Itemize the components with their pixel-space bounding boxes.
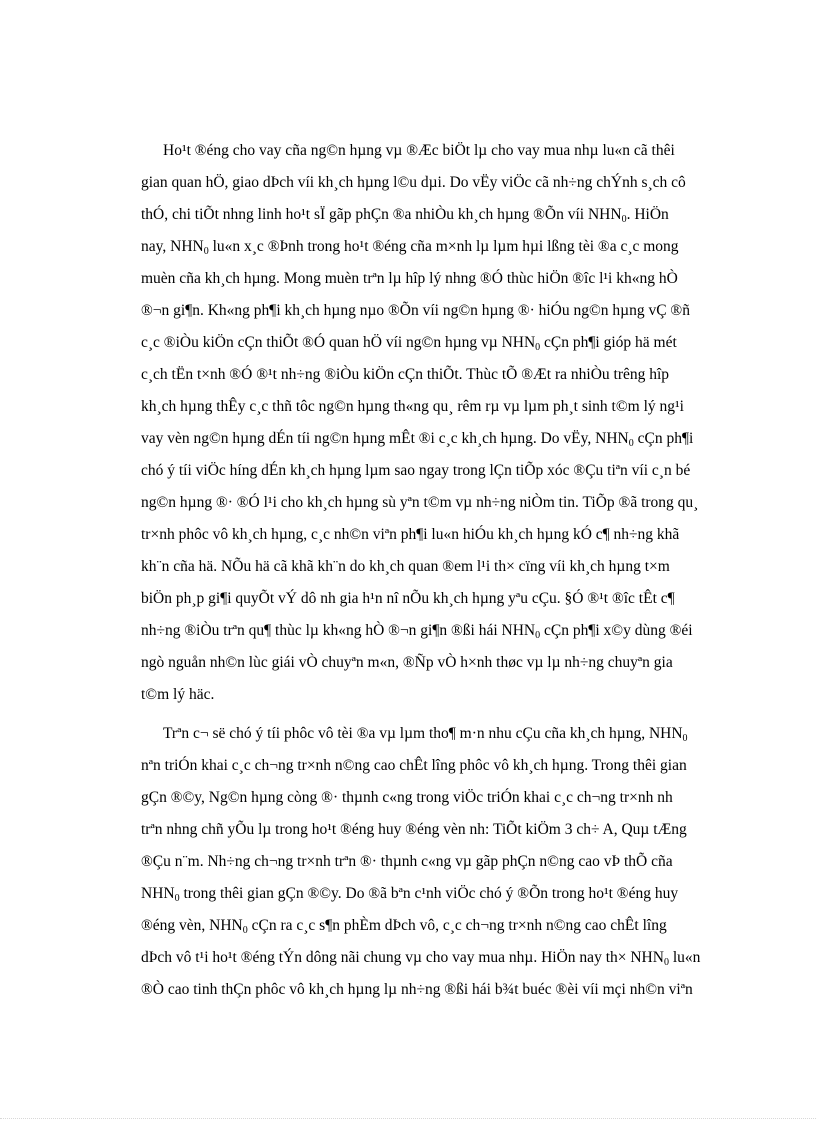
paragraph-1-line-15: biÖn ph¸p gi¶i quyÕt vÝ dô nh gia h¹n nî nÕu kh¸ch hµng yªu cÇu. §Ó ®¹t ®îc tÊt c¶ (141, 590, 675, 607)
page-bottom-border (0, 1118, 816, 1119)
text-segment: lu«n x¸c ®Þnh trong ho¹t ®éng cña m×nh lµ lµm hµi lßng tèi ®a c¸c mong (208, 238, 679, 255)
paragraph-1-line-17: ngò nguån nh©n lùc giái vÒ chuyªn m«n, ®Ñp vÒ h×nh thøc vµ lµ nh÷ng chuyªn gia (141, 654, 673, 671)
text-segment: cÇn ra c¸c s¶n phÈm dÞch vô, c¸c ch¬ng tr×nh n©ng cao chÊt lîng (247, 917, 667, 934)
text-segment: cÇn ph¶i (633, 430, 694, 447)
paragraph-1-line-9: kh¸ch hµng thÊy c¸c thñ tôc ng©n hµng th«ng qu¸ rêm rµ vµ lµm ph¸t sinh t©m lý ng¹i (141, 398, 684, 415)
subscript: 0 (682, 733, 688, 744)
subscript: 0 (174, 893, 180, 904)
subscript: 0 (242, 925, 248, 936)
paragraph-2-line-8 (141, 948, 741, 968)
subscript: 0 (203, 246, 209, 257)
paragraph-1-line-1: Ho¹t ®éng cho vay cña ng©n hµng vµ ®Æc biÖt lµ cho vay mua nhµ lu«n cã thêi (163, 142, 675, 159)
text-segment: lu«n (668, 949, 701, 966)
paragraph-2-line-1 (163, 724, 743, 744)
paragraph-1-line-7 (141, 333, 741, 353)
paragraph-2-line-9: ®Ò cao tinh thÇn phôc vô kh¸ch hµng lµ nh÷ng ®ßi hái b¾t buéc ®èi víi mçi nh©n viªn (141, 981, 693, 998)
paragraph-2-line-5: ®Çu n¨m. Nh÷ng ch¬ng tr×nh trªn ®· thµnh c«ng vµ gãp phÇn n©ng cao vÞ thÕ cña (141, 853, 673, 870)
text-segment: vay vèn ng©n hµng dÉn tíi ng©n hµng mÊt ®i c¸c kh¸ch hµng. Do vËy, NHN (141, 430, 629, 447)
paragraph-1-line-2: gian quan hÖ, giao dÞch víi kh¸ch hµng l©u dµi. Do vËy viÖc cã nh÷ng chÝnh s¸ch cô (141, 174, 686, 191)
paragraph-2-line-6 (141, 884, 741, 904)
subscript: 0 (621, 214, 627, 225)
paragraph-2-line-7 (141, 916, 741, 936)
paragraph-1-line-13: tr×nh phôc vô kh¸ch hµng, c¸c nh©n viªn ph¶i lu«n hiÓu kh¸ch hµng kÓ c¶ nh÷ng khã (141, 526, 680, 543)
paragraph-1-line-5: muèn cña kh¸ch hµng. Mong muèn trªn lµ hîp lý nhng ®Ó thùc hiÖn ®îc l¹i kh«ng hÒ (141, 270, 678, 287)
paragraph-1-line-10 (141, 429, 741, 449)
text-segment: thÓ, chi tiÕt nhng linh ho¹t sÏ gãp phÇn ®a nhiÒu kh¸ch hµng ®Õn víi NHN (141, 206, 622, 223)
text-segment: ®éng vèn, NHN (141, 917, 243, 934)
text-segment: trong thêi gian gÇn ®©y. Do ®ã bªn c¹nh viÖc chó ý ®Õn trong ho¹t ®éng huy (179, 885, 679, 902)
paragraph-1-line-18: t©m lý häc. (141, 686, 215, 703)
text-segment: cÇn ph¶i gióp hä mét (540, 334, 677, 351)
paragraph-1-line-6: ®¬n gi¶n. Kh«ng ph¶i kh¸ch hµng nµo ®Õn víi ng©n hµng ®· hiÓu ng©n hµng vÇ ®ñ (141, 302, 690, 319)
paragraph-1-line-11: chó ý tíi viÖc híng dÉn kh¸ch hµng lµm sao ngay trong lÇn tiÕp xóc ®Çu tiªn víi c¸n bé (141, 462, 691, 479)
text-segment: nh÷ng ®iÒu trªn qu¶ thùc lµ kh«ng hÒ ®¬n gi¶n ®ßi hái NHN (141, 622, 536, 639)
text-segment: cÇn ph¶i x©y dùng ®éi (540, 622, 693, 639)
paragraph-2-line-2: nªn triÓn khai c¸c ch¬ng tr×nh n©ng cao chÊt lîng phôc vô kh¸ch hµng. Trong thêi gian (141, 757, 687, 774)
text-segment: NHN (141, 885, 175, 902)
paragraph-1-line-4 (141, 237, 741, 257)
text-segment: c¸c ®iÒu kiÖn cÇn thiÕt ®Ó quan hÖ víi ng©n hµng vµ NHN (141, 334, 536, 351)
paragraph-1-line-14: kh¨n cña hä. NÕu hä cã khã kh¨n do kh¸ch quan ®em l¹i th× cïng víi kh¸ch hµng t×m (141, 558, 670, 575)
paragraph-2-line-4: trªn nhng chñ yÕu lµ trong ho¹t ®éng huy ®éng vèn nh: TiÕt kiÖm 3 ch÷ A, Quµ tÆng (141, 821, 687, 838)
text-segment: nay, NHN (141, 238, 204, 255)
paragraph-1-line-3 (141, 205, 741, 225)
paragraph-2-line-3: gÇn ®©y, Ng©n hµng còng ®· thµnh c«ng trong viÖc triÓn khai c¸c ch¬ng tr×nh nh (141, 789, 673, 806)
subscript: 0 (535, 342, 541, 353)
text-segment: dÞch vô t¹i ho¹t ®éng tÝn dông nãi chung vµ cho vay mua nhµ. HiÖn nay th× NHN (141, 949, 664, 966)
text-segment: . HiÖn (626, 206, 669, 223)
subscript: 0 (628, 438, 634, 449)
paragraph-1-line-8: c¸ch tËn t×nh ®Ó ®¹t nh÷ng ®iÒu kiÖn cÇn thiÕt. Thùc tÕ ®Æt ra nhiÒu trêng hîp (141, 366, 670, 383)
text-segment: Trªn c¬ së chó ý tíi phôc vô tèi ®a vµ lµm tho¶ m·n nhu cÇu cña kh¸ch hµng, NHN (163, 725, 683, 742)
paragraph-1-line-16 (141, 621, 741, 641)
subscript: 0 (663, 957, 669, 968)
subscript: 0 (535, 630, 541, 641)
paragraph-1-line-12: ng©n hµng ®· ®Ó l¹i cho kh¸ch hµng sù yªn t©m vµ nh÷ng niÒm tin. TiÕp ®ã trong qu¸ (141, 494, 699, 511)
